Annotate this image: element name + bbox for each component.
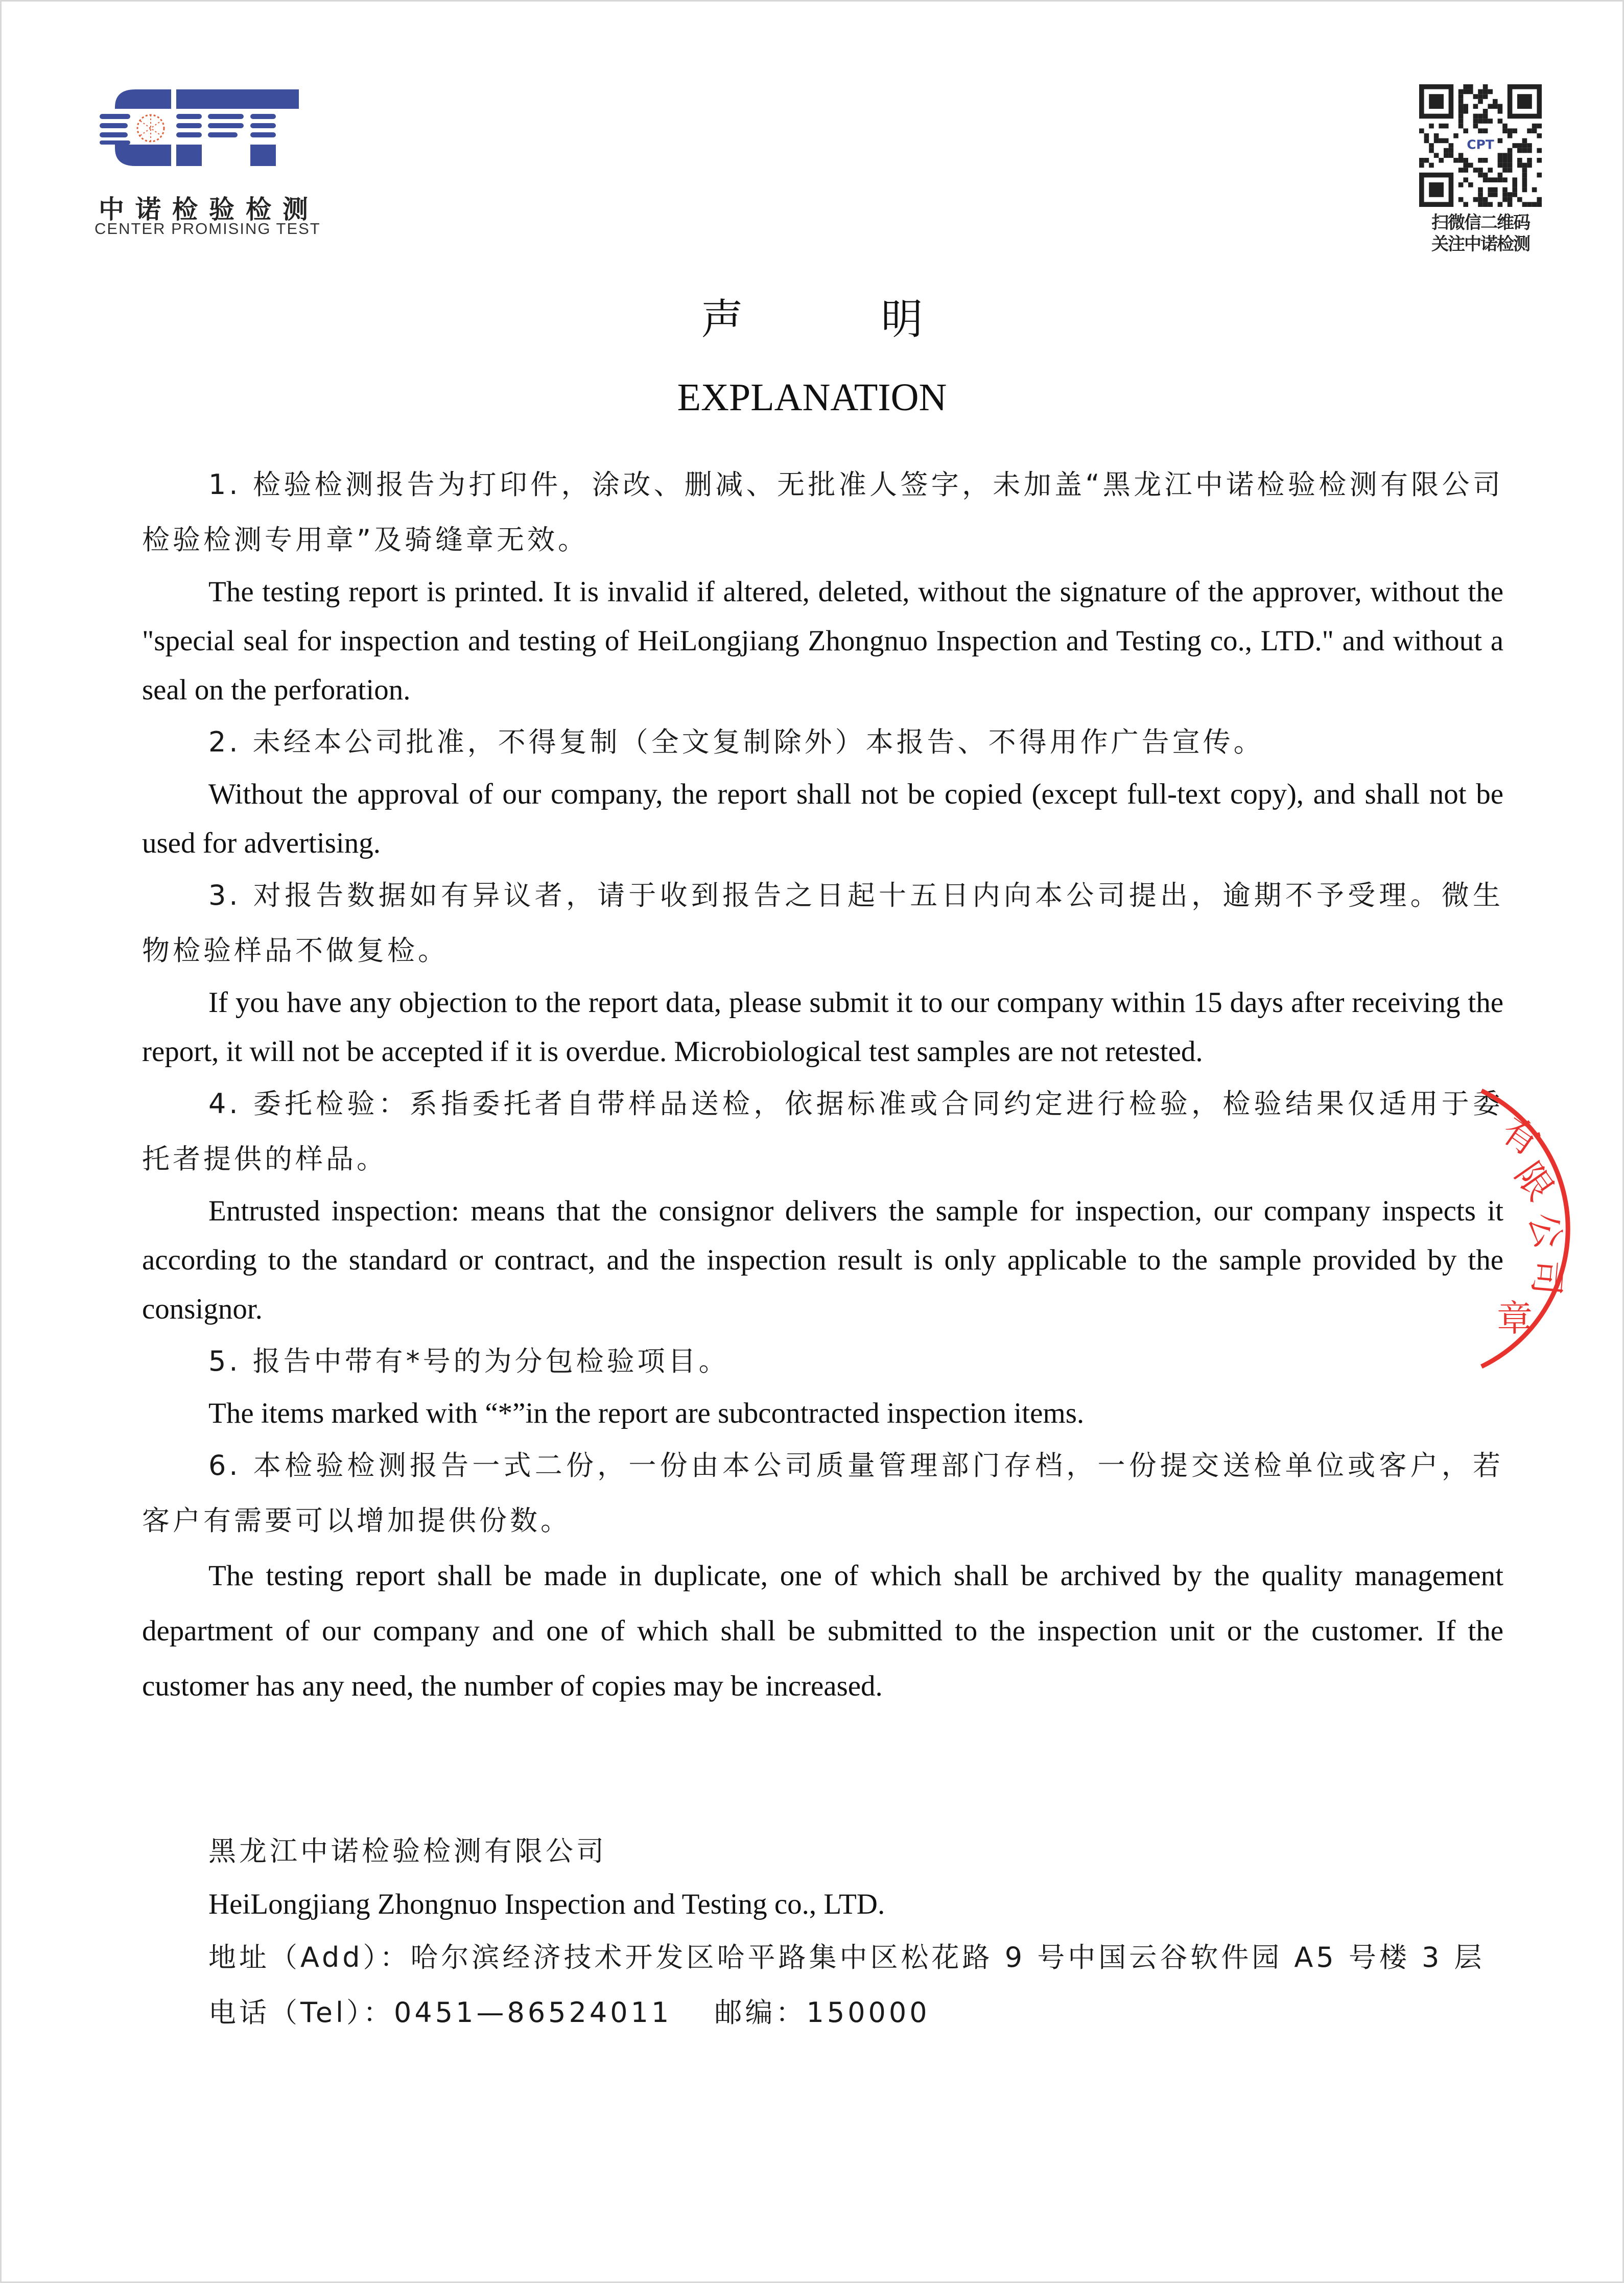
section-4-cn: 4. 委托检验：系指委托者自带样品送检，依据标准或合同约定进行检验，检验结果仅适用于委托者提供的样品。 — [142, 1088, 1503, 1175]
svg-text:司: 司 — [1524, 1257, 1570, 1297]
page-title-en: EXPLANATION — [677, 376, 947, 419]
section-5-cn: 5. 报告中带有*号的为分包检验项目。 — [208, 1345, 729, 1377]
company-address: 地址（Add）：哈尔滨经济技术开发区哈平路集中区松花路 9 号中国云谷软件园 A5 号楼 3 层 — [208, 1941, 1485, 1973]
company-logo — [95, 79, 319, 238]
title-cn-char2: 明 — [881, 295, 923, 344]
section-1-en: The testing report is printed. It is invalid if altered, deleted, without the signature of the approver, without the "special seal for inspection and testing of HeiLongjiang Zhongnuo Inspection and Testing co., LTD." and without a seal on the perforation. — [142, 576, 1503, 706]
title-cn-char1: 声 — [701, 295, 743, 344]
explanation-body — [142, 457, 1503, 1714]
qr-code-image — [1419, 84, 1542, 207]
section-3-en: If you have any objection to the report data, please submit it to our company within 15 days after receiving the report, it will not be accepted if it is overdue. Microbiological test samples are not retested. — [142, 986, 1503, 1068]
logo-name-cn: 中诺检验检测 — [99, 195, 319, 224]
section-5-en: The items marked with “*”in the report are subcontracted inspection items. — [208, 1397, 1085, 1429]
svg-text:公: 公 — [1520, 1208, 1570, 1254]
svg-text:限: 限 — [1507, 1155, 1562, 1208]
section-6-cn: 6. 本检验检测报告一式二份，一份由本公司质量管理部门存档，一份提交送检单位或客户，若客户有需要可以增加提供份数。 — [142, 1449, 1503, 1537]
section-2-cn: 2. 未经本公司批准，不得复制（全文复制除外）本报告、不得用作广告宣传。 — [208, 726, 1264, 758]
section-4-en: Entrusted inspection: means that the consignor delivers the sample for inspection, our company inspects it according to the standard or contract, and the inspection result is only applicable to the sample provided by the consignor. — [142, 1195, 1503, 1325]
company-phone: 电话（Tel）：0451—86524011 邮编：150000 — [208, 1996, 930, 2029]
section-6-en: The testing report shall be made in duplicate, one of which shall be archived by the quality management department of our company and one of which shall be submitted to the inspection unit or the customer. If the customer has any need, the number of copies may be increased. — [142, 1560, 1503, 1702]
page-title-cn — [0, 286, 1624, 346]
qr-caption-line1: 扫微信二维码 — [1431, 213, 1529, 233]
company-contact — [142, 1824, 1503, 2040]
company-name-cn: 黑龙江中诺检验检测有限公司 — [208, 1835, 607, 1867]
qr-code — [1419, 84, 1542, 207]
qr-caption — [1419, 212, 1542, 255]
qr-code-block — [1419, 84, 1542, 255]
section-2-en: Without the approval of our company, the report shall not be copied (except full-text copy), and shall not be used for advertising. — [142, 778, 1503, 859]
section-1-cn: 1. 检验检测报告为打印件，涂改、删减、无批准人签字，未加盖“黑龙江中诺检验检测有限公司检验检测专用章”及骑缝章无效。 — [142, 468, 1503, 556]
company-name-en: HeiLongjiang Zhongnuo Inspection and Testing co., LTD. — [208, 1888, 885, 1920]
svg-text:章: 章 — [1497, 1298, 1533, 1339]
logo-name-en: CENTER PROMISING TEST — [95, 220, 321, 238]
svg-text:有: 有 — [1494, 1109, 1547, 1164]
qr-center-logo: CPT — [1467, 137, 1494, 152]
cpt-logo-mark — [95, 79, 319, 186]
qr-caption-line2: 关注中诺检测 — [1431, 234, 1529, 254]
section-3-cn: 3. 对报告数据如有异议者，请于收到报告之日起十五日内向本公司提出，逾期不予受理。微生物检验样品不做复检。 — [142, 879, 1503, 967]
